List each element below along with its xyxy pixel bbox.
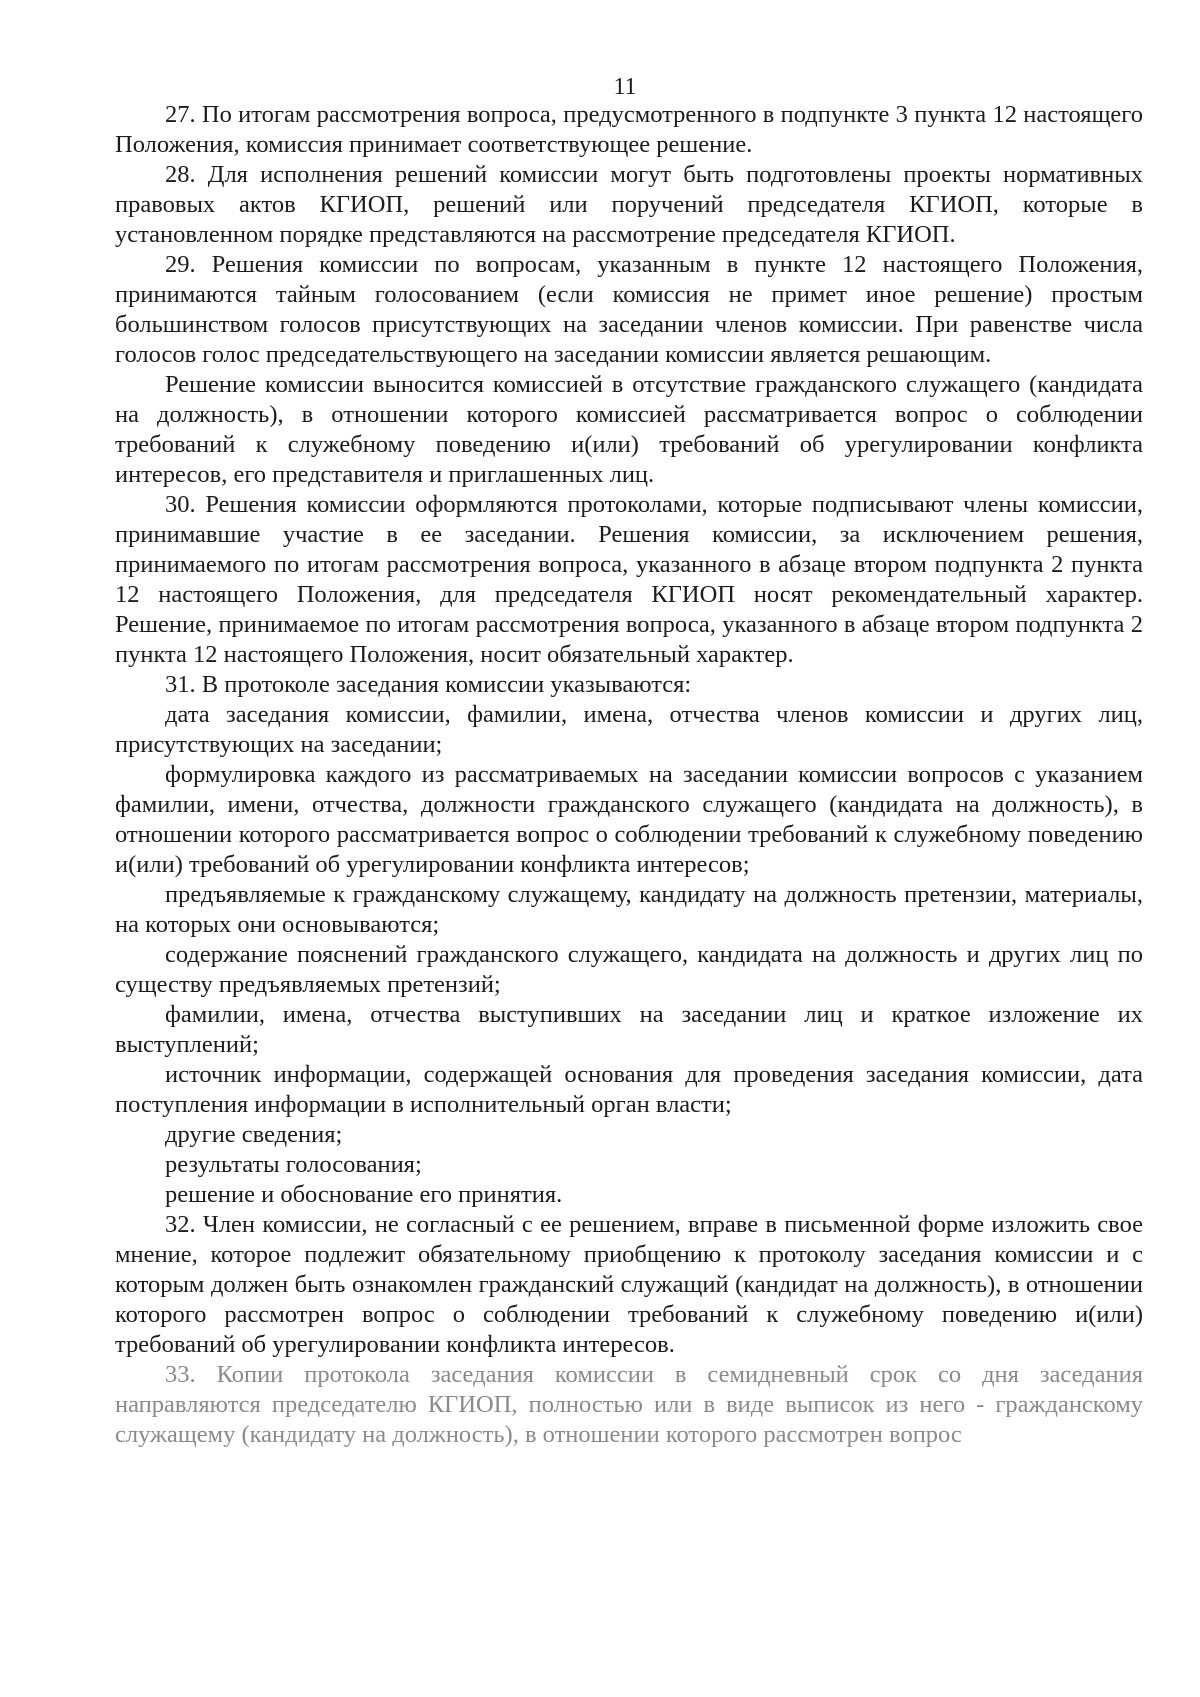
paragraph-27: 27. По итогам рассмотрения вопроса, предусмотренного в подпункте 3 пункта 12 настоящего Положения, комиссия принимает соответствующее решение. (115, 101, 1143, 158)
protocol-item-decision: решение и обоснование его принятия. (165, 1181, 563, 1208)
paragraph-31: 31. В протоколе заседания комиссии указываются: (165, 671, 692, 698)
paragraph-33: 33. Копии протокола заседания комиссии в семидневный срок со дня заседания направляются председателю КГИОП, полностью или в виде выписок из него - гражданскому служащему (кандидату на должность), в отношении которого рассмотрен вопрос (115, 1361, 1143, 1448)
protocol-item-speakers: фамилии, имена, отчества выступивших на заседании лиц и краткое изложение их выступлений; (115, 1001, 1143, 1058)
document-body (115, 100, 1143, 1450)
protocol-item-voting: результаты голосования; (165, 1151, 422, 1178)
protocol-item-other: другие сведения; (165, 1121, 343, 1148)
paragraph-28: 28. Для исполнения решений комиссии могут быть подготовлены проекты нормативных правовых актов КГИОП, решений или поручений председателя КГИОП, которые в установленном порядке представляются на рассмотрение председателя КГИОП. (115, 161, 1143, 248)
paragraph-29-decision: Решение комиссии выносится комиссией в отсутствие гражданского служащего (кандидата на должность), в отношении которого комиссией рассматривается вопрос о соблюдении требований к служебному поведению и(или) требований об урегулировании конфликта интересов, его представителя и приглашенных лиц. (115, 371, 1143, 488)
paragraph-29: 29. Решения комиссии по вопросам, указанным в пункте 12 настоящего Положения, принимаются тайным голосованием (если комиссия не примет иное решение) простым большинством голосов присутствующих на заседании членов комиссии. При равенстве числа голосов голос председательствующего на заседании комиссии является решающим. (115, 251, 1143, 368)
paragraph-32: 32. Член комиссии, не согласный с ее решением, вправе в письменной форме изложить свое мнение, которое подлежит обязательному приобщению к протоколу заседания комиссии и с которым должен быть ознакомлен гражданский служащий (кандидат на должность), в отношении которого рассмотрен вопрос о соблюдении требований к служебному поведению и(или) требований об урегулировании конфликта интересов. (115, 1211, 1143, 1358)
protocol-item-explanations: содержание пояснений гражданского служащего, кандидата на должность и других лиц по существу предъявляемых претензий; (115, 941, 1143, 998)
paragraph-30: 30. Решения комиссии оформляются протоколами, которые подписывают члены комиссии, принимавшие участие в ее заседании. Решения комиссии, за исключением решения, принимаемого по итогам рассмотрения вопроса, указанного в абзаце втором подпункта 2 пункта 12 настоящего Положения, для председателя КГИОП носят рекомендательный характер. Решение, принимаемое по итогам рассмотрения вопроса, указанного в абзаце втором подпункта 2 пункта 12 настоящего Положения, носит обязательный характер. (115, 491, 1143, 668)
protocol-item-source: источник информации, содержащей основания для проведения заседания комиссии, дата поступления информации в исполнительный орган власти; (115, 1061, 1143, 1118)
protocol-item-date: дата заседания комиссии, фамилии, имена, отчества членов комиссии и других лиц, присутствующих на заседании; (115, 701, 1143, 758)
protocol-item-questions: формулировка каждого из рассматриваемых на заседании комиссии вопросов с указанием фамилии, имени, отчества, должности гражданского служащего (кандидата на должность), в отношении которого рассматривается вопрос о соблюдении требований к служебному поведению и(или) требований об урегулировании конфликта интересов; (115, 761, 1143, 878)
protocol-item-claims: предъявляемые к гражданскому служащему, кандидату на должность претензии, материалы, на которых они основываются; (115, 881, 1143, 938)
page-number: 11 (613, 74, 637, 100)
